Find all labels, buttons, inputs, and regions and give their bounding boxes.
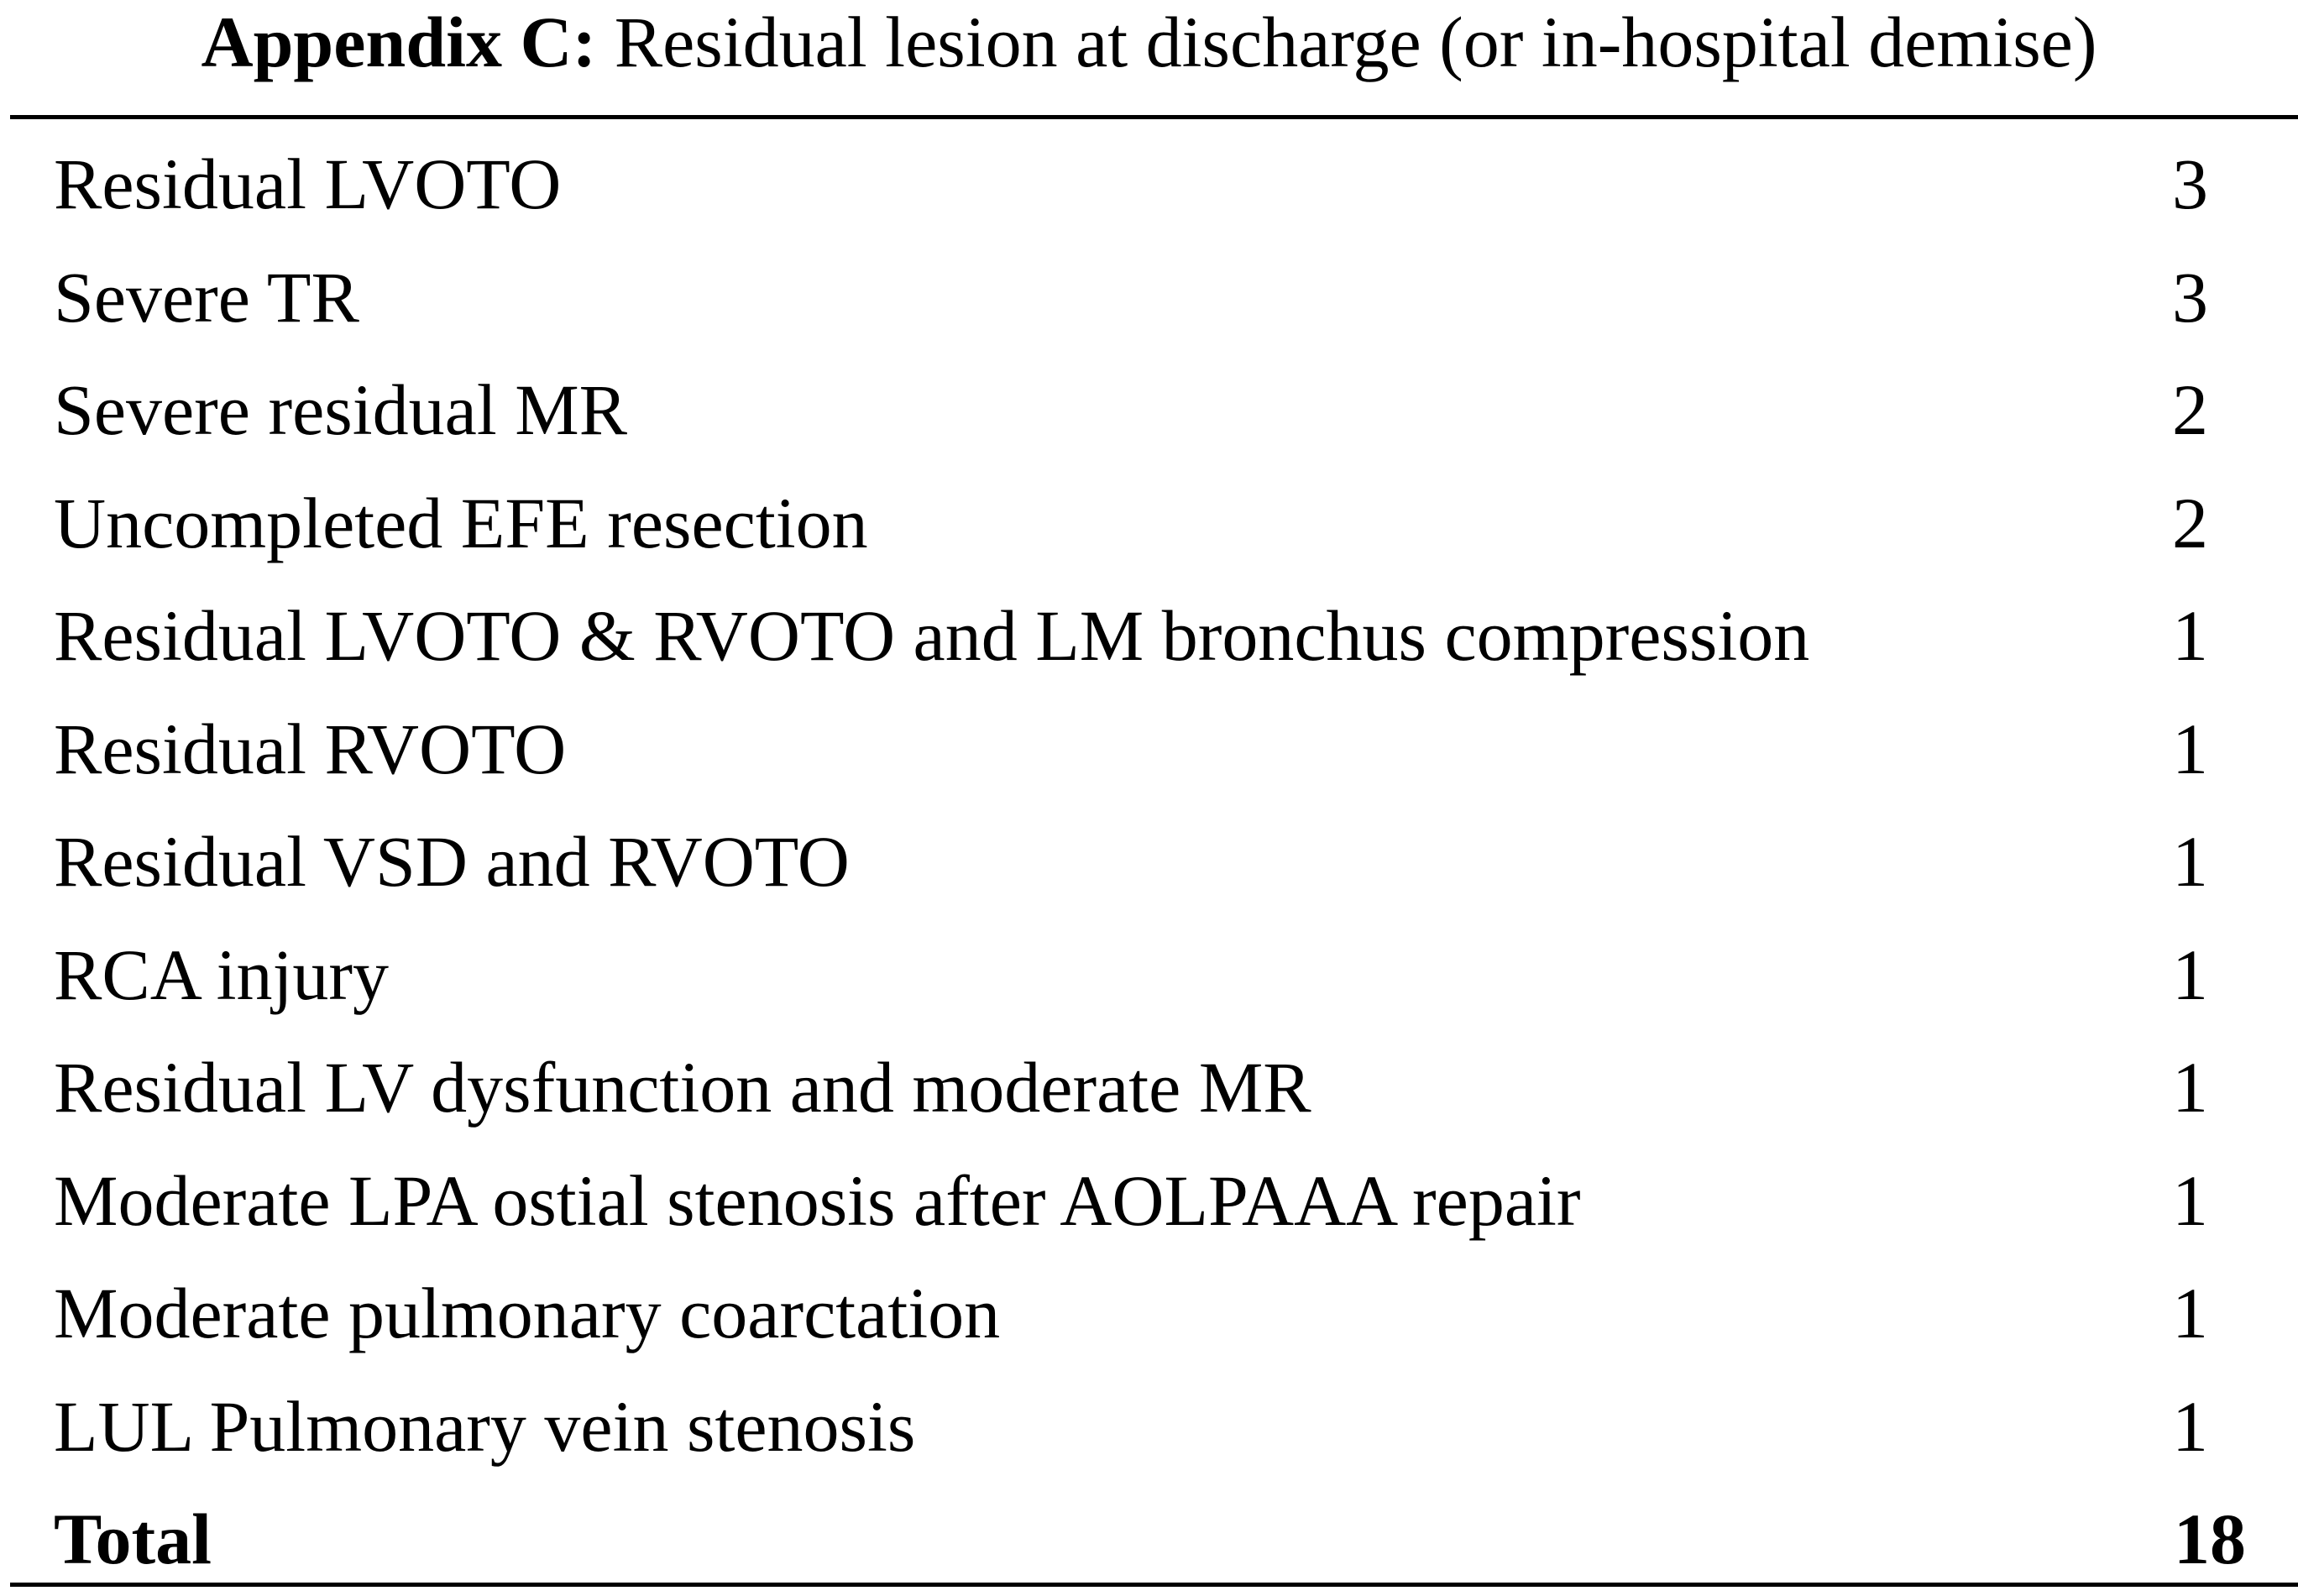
table-row	[0, 241, 2298, 354]
row-value: 1	[2172, 1273, 2208, 1353]
table-caption	[0, 0, 2298, 101]
table-row	[0, 918, 2298, 1032]
table-row	[0, 467, 2298, 580]
row-label: LUL Pulmonary vein stenosis	[54, 1385, 916, 1467]
row-label: Residual LVOTO	[54, 144, 562, 224]
row-value: 2	[2172, 369, 2208, 450]
row-label: Residual RVOTO	[54, 708, 567, 789]
table-row	[0, 1031, 2298, 1144]
row-value: 1	[2172, 1385, 2208, 1467]
top-rule	[10, 115, 2298, 119]
table-row	[0, 693, 2298, 806]
table-row	[0, 579, 2298, 693]
row-label: Uncompleted EFE resection	[54, 482, 868, 563]
row-label: Moderate LPA ostial stenosis after AOLPAAA repair	[54, 1159, 1581, 1241]
row-label: Moderate pulmonary coarctation	[54, 1273, 1001, 1353]
table-row	[0, 1257, 2298, 1370]
total-label: Total	[54, 1499, 212, 1579]
row-label: Severe residual MR	[54, 369, 628, 450]
row-label: Residual LV dysfunction and moderate MR	[54, 1047, 1311, 1128]
row-value: 1	[2172, 595, 2208, 676]
total-value: 18	[2174, 1499, 2246, 1579]
row-value: 1	[2172, 708, 2208, 789]
caption-label: Appendix C:	[201, 2, 597, 82]
table-row	[0, 805, 2298, 918]
table-row	[0, 1370, 2298, 1483]
bottom-rule	[10, 1583, 2298, 1587]
row-value: 1	[2172, 934, 2208, 1015]
lesion-table	[0, 128, 2298, 1596]
row-label: Residual VSD and RVOTO	[54, 821, 850, 902]
row-value: 3	[2172, 144, 2208, 224]
row-value: 3	[2172, 256, 2208, 338]
total-row	[0, 1483, 2298, 1596]
row-label: Residual LVOTO & RVOTO and LM bronchus compression	[54, 595, 1810, 676]
row-value: 1	[2172, 1159, 2208, 1241]
row-value: 1	[2172, 821, 2208, 902]
row-value: 2	[2172, 482, 2208, 563]
row-label: RCA injury	[54, 934, 390, 1015]
row-label: Severe TR	[54, 256, 359, 338]
table-row	[0, 1144, 2298, 1258]
table-row	[0, 353, 2298, 467]
caption-text: Residual lesion at discharge (or in-hospital demise)	[614, 2, 2097, 82]
table-row	[0, 128, 2298, 241]
row-value: 1	[2172, 1047, 2208, 1128]
